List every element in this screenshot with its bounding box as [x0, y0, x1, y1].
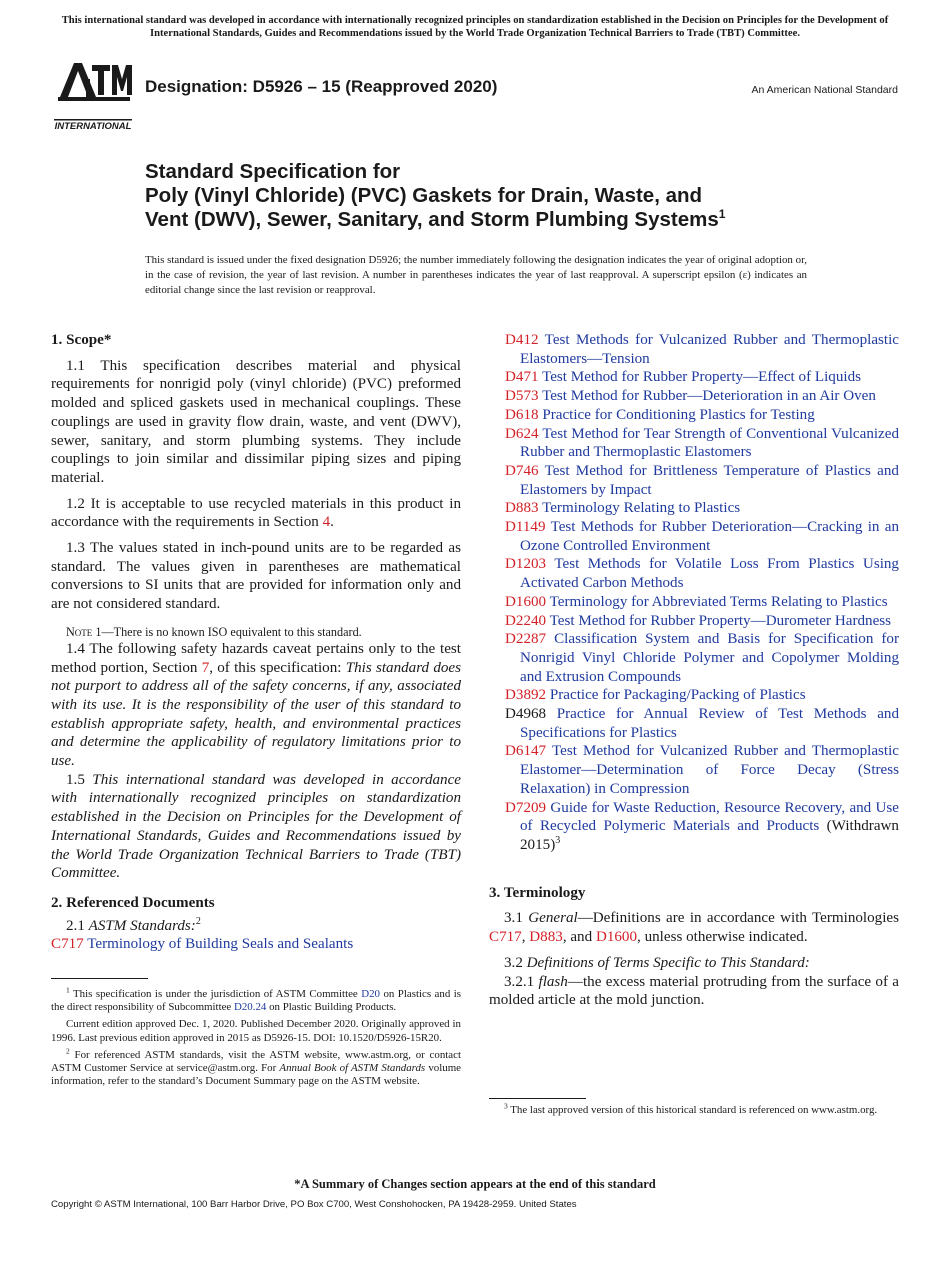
ref-title-link[interactable]: Test Method for Vulcanized Rubber and Thermoplastic Elastomer—Determination of Force Decay (Stress Relaxation) in Compression — [520, 743, 899, 797]
ref-item — [51, 935, 461, 954]
ref-title-link[interactable]: Test Method for Rubber Property—Durometer Hardness — [549, 612, 892, 629]
ref-item — [505, 425, 899, 462]
ref-title-link[interactable]: Test Method for Tear Strength of Conventional Vulcanized Rubber and Thermoplastic Elastomers — [520, 425, 899, 461]
copyright: Copyright © ASTM International, 100 Barr Harbor Drive, PO Box C700, West Conshohocken, PA 19428-2959. United States — [51, 1199, 577, 1210]
para-1-2: 1.2 It is acceptable to use recycled materials in this product in accordance with the requirements in Section 4. — [51, 495, 461, 531]
ref-code-link[interactable]: D471 — [505, 369, 539, 386]
withdrawn-note: (Withdrawn 2015) — [520, 818, 899, 853]
footnotes-left — [51, 985, 461, 1092]
title-line-1: Standard Specification for — [145, 160, 401, 183]
wto-notice: This international standard was developed in accordance with internationally recognized principles on standardization established in the Decision on Principles for the Development of International Standards, Guides and Recommendations issued by the World Trade Organization Technical Barriers to Trade (TBT) Committee. — [61, 15, 889, 39]
d883-link[interactable]: D883 — [529, 929, 563, 946]
ref-code-link[interactable]: D2240 — [505, 612, 547, 629]
terminology-heading: 3. Terminology — [489, 884, 586, 901]
ref-title-link[interactable]: Test Method for Brittleness Temperature of Plastics and Elastomers by Impact — [520, 462, 899, 498]
right-column — [489, 331, 899, 1010]
ref-item — [505, 593, 899, 612]
footnote-2: $^2$ For referenced ASTM standards, visit the ASTM website, www.astm.org, or contact ASTM Customer Service at service@astm.org. For Annual Book of ASTM Standards volume information, refer to the standard’s Document Summary page on the ASTM website. — [51, 1046, 461, 1088]
ref-code-link[interactable]: D7209 — [505, 799, 547, 816]
committee-d20-link[interactable]: D20 — [361, 988, 380, 1000]
ref-code-link[interactable]: D618 — [505, 406, 539, 423]
astm-logo-mark — [54, 59, 132, 117]
footnote-rule-right — [489, 1098, 586, 1099]
section-7-link[interactable]: 7 — [201, 659, 210, 676]
ref-item — [505, 518, 899, 555]
footnote-3-mark: 3 — [555, 834, 561, 846]
ref-item — [505, 799, 899, 855]
astm-logo-subtext: INTERNATIONAL — [54, 121, 132, 132]
designation: Designation: D5926 – 15 (Reapproved 2020) — [145, 77, 498, 96]
referenced-standards-list — [505, 331, 899, 855]
ref-code-link[interactable]: D2287 — [505, 631, 547, 648]
ref-item — [505, 555, 899, 592]
ref-title-link[interactable]: Test Method for Rubber Property—Effect of Liquids — [542, 369, 861, 386]
ref-code-link[interactable]: D746 — [505, 462, 539, 479]
footnote-3: $^3$ The last approved version of this historical standard is referenced on www.astm.org. — [504, 1101, 878, 1116]
ref-item — [505, 499, 899, 518]
referenced-documents-heading: 2. Referenced Documents — [51, 894, 215, 911]
ref-title-link[interactable]: Terminology for Abbreviated Terms Relating to Plastics — [549, 593, 888, 610]
ref-code-link[interactable]: D1149 — [505, 519, 546, 536]
ref-code-link[interactable]: D624 — [505, 425, 539, 442]
ref-code-link[interactable]: D412 — [505, 332, 539, 348]
summary-of-changes-note: *A Summary of Changes section appears at the end of this standard — [294, 1177, 656, 1191]
ref-title-link[interactable]: Test Methods for Vulcanized Rubber and Thermoplastic Elastomers—Tension — [520, 332, 899, 367]
ref-code-link[interactable]: D1600 — [505, 593, 547, 610]
ref-title-link[interactable]: Test Methods for Volatile Loss From Plastics Using Activated Carbon Methods — [520, 556, 899, 592]
ref-item — [505, 630, 899, 686]
left-column — [51, 331, 461, 954]
ref-code-link[interactable]: C717 — [51, 936, 84, 953]
title-line-3: Vent (DWV), Sewer, Sanitary, and Storm Plumbing Systems — [145, 208, 719, 231]
para-2-1: 2.1 ASTM Standards:$^2$ — [66, 915, 201, 934]
ref-item — [505, 462, 899, 499]
ref-title-link[interactable]: Test Method for Rubber—Deterioration in an Air Oven — [542, 388, 876, 405]
footnote-rule-left — [51, 978, 148, 979]
para-3-2-1: 3.2.1 flash—the excess material protruding from the surface of a molded article at the mold junction. — [489, 973, 899, 1009]
footnote-1-edition: Current edition approved Dec. 1, 2020. Published December 2020. Originally approved in 1996. Last previous edition approved in 2015 as D5926-15. DOI: 10.1520/D5926-15R20. — [51, 1018, 461, 1044]
ref-code-link[interactable]: D3892 — [505, 687, 547, 704]
para-1-1: 1.1 This specification describes material and physical requirements for nonrigid poly (vinyl chloride) (PVC) preformed molded and spliced gaskets used in mechanical couplings. These couplings are used in gravity flow drain, waste, and vent (DWV), sewer, sanitary, and storm plumbing systems. They include couplings to join similar and dissimilar piping sizes and piping material. — [51, 357, 461, 486]
ref-code-link[interactable]: D573 — [505, 388, 539, 405]
ref-item — [505, 612, 899, 631]
ref-item — [505, 406, 899, 425]
footnotes-right — [489, 1101, 899, 1121]
ref-title-link[interactable]: Classification System and Basis for Specification for Nonrigid Vinyl Chloride Polymer and Copolymer Molding and Extrusion Compounds — [520, 631, 899, 685]
scope-heading: 1. Scope* — [51, 332, 112, 348]
national-standard-label: An American National Standard — [751, 84, 898, 96]
terminology-body — [489, 909, 899, 1010]
title-line-2: Poly (Vinyl Chloride) (PVC) Gaskets for Drain, Waste, and — [145, 184, 703, 207]
ref-code-plain: D4968 — [505, 706, 547, 723]
d1600-link[interactable]: D1600 — [595, 929, 638, 946]
para-3-1: 3.1 General—Definitions are in accordance with Terminologies C717, D883, and D1600, unless otherwise indicated. — [489, 910, 899, 946]
c717-link[interactable]: C717 — [489, 929, 522, 946]
ref-item — [505, 742, 899, 798]
para-1-5: 1.5 This international standard was developed in accordance with internationally recognized principles on standardization established in the Decision on Principles for the Development of International Standards, Guides and Recommendations issued by the World Trade Organization Technical Barriers to Trade (TBT) Committee. — [51, 771, 462, 882]
ref-title-link[interactable]: Terminology Relating to Plastics — [542, 500, 741, 517]
astm-logo — [52, 57, 134, 133]
ref-code-link[interactable]: D883 — [505, 500, 539, 517]
ref-title-link[interactable]: Practice for Packaging/Packing of Plastics — [549, 687, 806, 704]
ref-item — [505, 368, 899, 387]
ref-title-link[interactable]: Guide for Waste Reduction, Resource Recovery, and Use of Recycled Polymeric Materials and Products — [520, 799, 899, 835]
ref-title-link[interactable]: Terminology of Building Seals and Sealants — [87, 936, 354, 953]
issued-note: This standard is issued under the fixed designation D5926; the number immediately following the designation indicates the year of original adoption or, in the case of revision, the year of last revision. A number in parentheses indicates the year of last reapproval. A superscript epsilon (ε) indicates an editorial change since the last revision or reapproval. — [145, 254, 807, 296]
ref-title-link[interactable]: Test Methods for Rubber Deterioration—Cracking in an Ozone Controlled Environment — [520, 519, 899, 554]
document-title — [145, 160, 865, 232]
ref-title-link[interactable]: Practice for Annual Review of Test Methods and Specifications for Plastics — [520, 706, 899, 741]
para-1-4: 1.4 The following safety hazards caveat pertains only to the test method portion, Section 7, of this specification: This standard does not purport to address all of the safety concerns, if any, associated with its use. It is the responsibility of the user of this standard to establish appropriate safety, health, and environmental practices and determine the applicability of regulatory limitations prior to use. — [51, 640, 461, 770]
footnote-1: $^1$ This specification is under the jurisdiction of ASTM Committee D20 on Plastics and is the direct responsibility of Subcommittee D20.24 on Plastic Building Products. — [51, 985, 461, 1014]
ref-code-link[interactable]: D1203 — [505, 556, 547, 573]
ref-code-link[interactable]: D6147 — [505, 743, 547, 760]
subcommittee-d20-24-link[interactable]: D20.24 — [234, 1001, 267, 1014]
ref-item — [505, 331, 899, 368]
title-footnote-mark: 1 — [718, 207, 726, 222]
note-1: Note 1—There is no known ISO equivalent to this standard. — [66, 624, 362, 639]
ref-item — [505, 686, 899, 705]
ref-item — [505, 387, 899, 406]
para-3-2: 3.2 Definitions of Terms Specific to This Standard: — [504, 954, 810, 971]
ref-item — [505, 705, 899, 742]
para-1-3: 1.3 The values stated in inch-pound units are to be regarded as standard. The values given in parentheses are mathematical conversions to SI units that are provided for information only and are not considered standard. — [51, 540, 461, 613]
section-4-link[interactable]: 4 — [322, 514, 331, 531]
ref-title-link[interactable]: Practice for Conditioning Plastics for Testing — [542, 406, 815, 423]
